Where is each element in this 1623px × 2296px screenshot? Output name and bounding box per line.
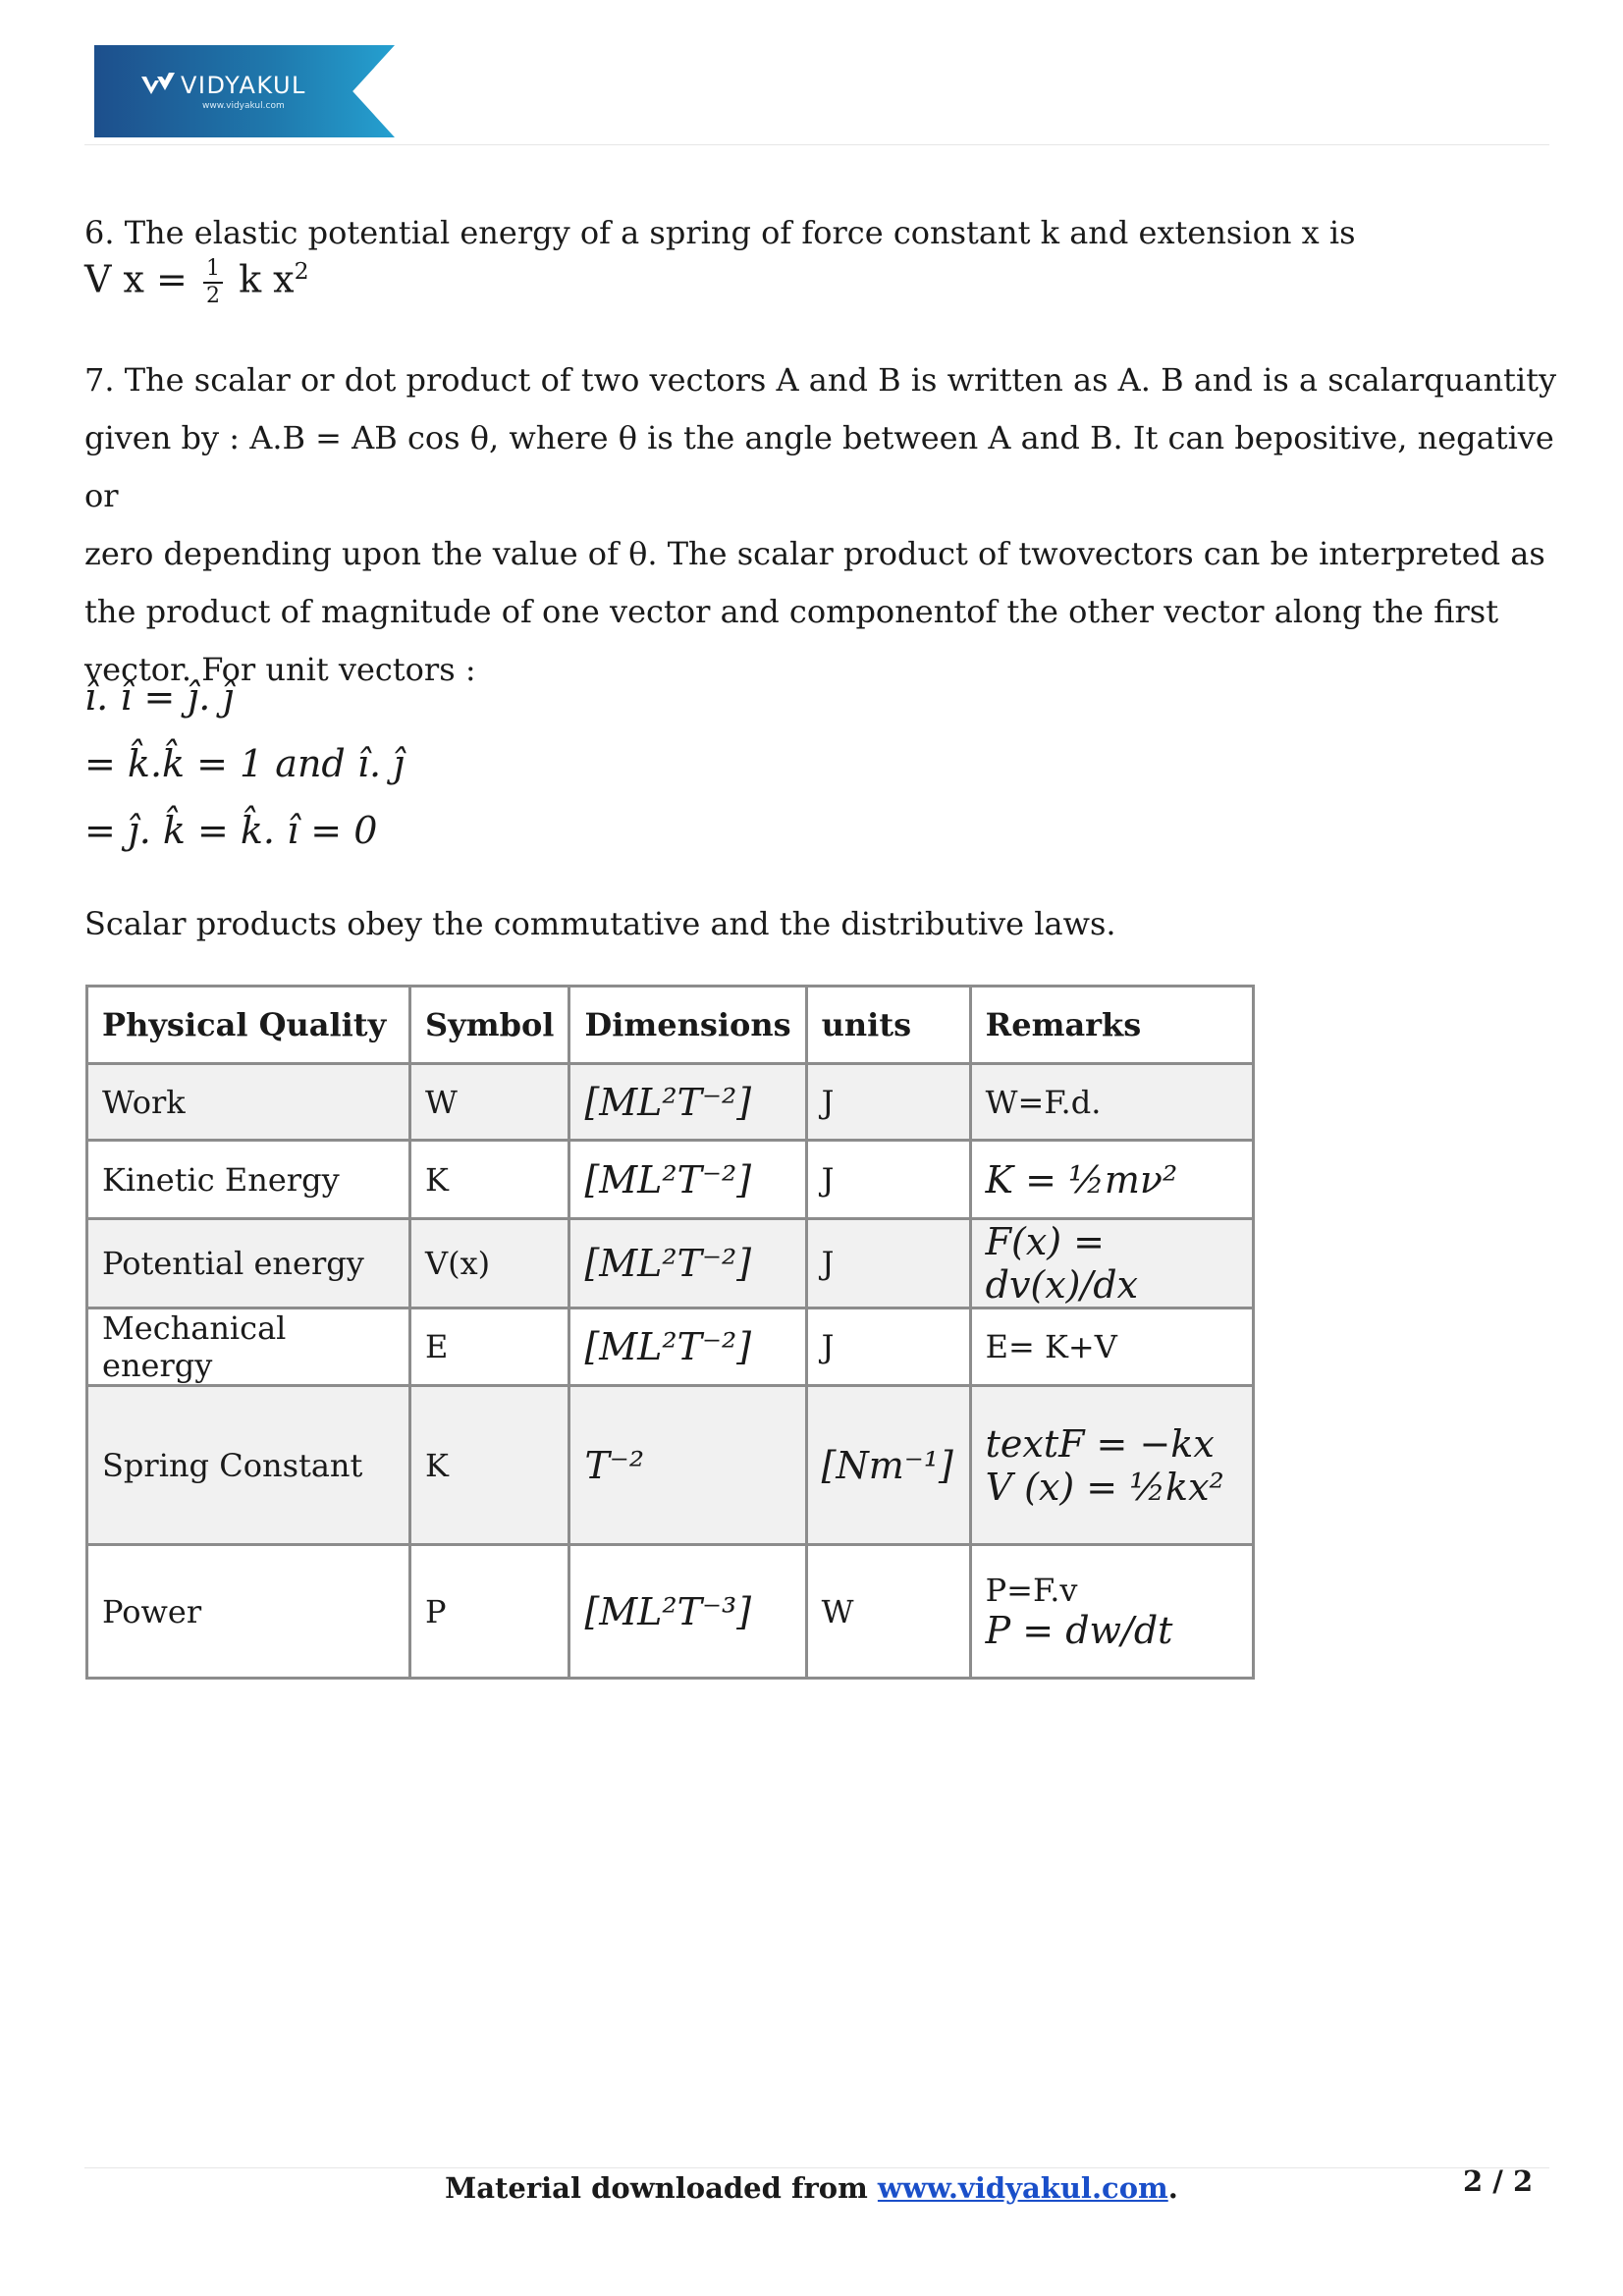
cell-dimensions: [ML²T⁻²] [569,1308,806,1386]
remark-line: V (x) = ½kx² [985,1465,1224,1509]
item-7-paragraph [84,351,1557,699]
footer-suffix: . [1167,2171,1178,2205]
cell-units: J [806,1308,970,1386]
cell-dimensions: T⁻² [569,1386,806,1545]
unit-vector-eq-2: = k̂.k̂ = 1 and î. ĵ [84,742,405,785]
table-row [87,1141,1254,1219]
col-header: Dimensions [569,987,806,1064]
cell-symbol: E [410,1308,569,1386]
cell-units: J [806,1219,970,1308]
cell-dimensions: [ML²T⁻²] [569,1141,806,1219]
page-number: 2 / 2 [1463,2164,1534,2198]
item-6-formula: V x = $\frac{1}{2}$ k $x^2$ [84,256,309,309]
cell-dimensions: [ML²T⁻³] [569,1545,806,1679]
remark-line: P=F.v [985,1571,1078,1609]
table-row [87,1064,1254,1141]
scalar-product-note: Scalar products obey the commutative and the distributive laws. [84,905,1116,942]
header-divider [84,144,1549,145]
cell-quality: Kinetic Energy [87,1141,410,1219]
col-header: Remarks [970,987,1253,1064]
table-row [87,1219,1254,1308]
cell-symbol: V(x) [410,1219,569,1308]
footer-divider [84,2167,1549,2168]
cell-remarks [970,1545,1253,1679]
cell-units: J [806,1064,970,1141]
cell-quality: Mechanical energy [87,1308,410,1386]
cell-units: J [806,1141,970,1219]
cell-symbol: K [410,1141,569,1219]
cell-quality: Power [87,1545,410,1679]
cell-remarks: K = ½mν² [970,1141,1253,1219]
vidyakul-logo-icon [139,69,179,100]
unit-vector-eq-1: î. î = ĵ. ĵ [84,675,235,719]
cell-remarks: E= K+V [970,1308,1253,1386]
col-header: Physical Quality [87,987,410,1064]
cell-remarks: W=F.d. [970,1064,1253,1141]
footer-link[interactable]: www.vidyakul.com [877,2171,1168,2205]
logo-subtext: www.vidyakul.com [202,101,285,111]
cell-units: [Nm⁻¹] [806,1386,970,1545]
remark-line: textF = −kx [985,1421,1215,1466]
cell-quality: Potential energy [87,1219,410,1308]
item-6-text: 6. The elastic potential energy of a spring of force constant k and extension x is [84,214,1356,251]
cell-quality: Work [87,1064,410,1141]
item-7-line: 7. The scalar or dot product of two vectors A and B is written as A. B and is a scalarquantity [84,361,1557,399]
logo-text: VIDYAKUL [181,72,306,99]
physical-quantities-table [85,985,1255,1680]
remark-line: P = dw/dt [985,1608,1173,1652]
item-7-line: zero depending upon the value of θ. The scalar product of twovectors can be interpreted as [84,535,1545,572]
unit-vector-eq-3: = ĵ. k̂ = k̂. î = 0 [84,809,378,852]
table-header-row [87,987,1254,1064]
cell-symbol: K [410,1386,569,1545]
footer-prefix: Material downloaded from [445,2171,878,2205]
item-7-line: vector. For unit vectors : [84,651,476,688]
footer [0,2171,1623,2205]
table-row [87,1308,1254,1386]
col-header: Symbol [410,987,569,1064]
cell-symbol: W [410,1064,569,1141]
item-7-line: given by : A.B = AB cos θ, where θ is the angle between A and B. It can bepositive, negative or [84,419,1554,514]
table-row [87,1386,1254,1545]
cell-units: W [806,1545,970,1679]
cell-quality: Spring Constant [87,1386,410,1545]
cell-remarks [970,1386,1253,1545]
cell-symbol: P [410,1545,569,1679]
cell-dimensions: [ML²T⁻²] [569,1064,806,1141]
col-header: units [806,987,970,1064]
cell-dimensions: [ML²T⁻²] [569,1219,806,1308]
table-row [87,1545,1254,1679]
cell-remarks: F(x) = dv(x)/dx [970,1219,1253,1308]
item-7-line: the product of magnitude of one vector and componentof the other vector along the first [84,593,1499,630]
